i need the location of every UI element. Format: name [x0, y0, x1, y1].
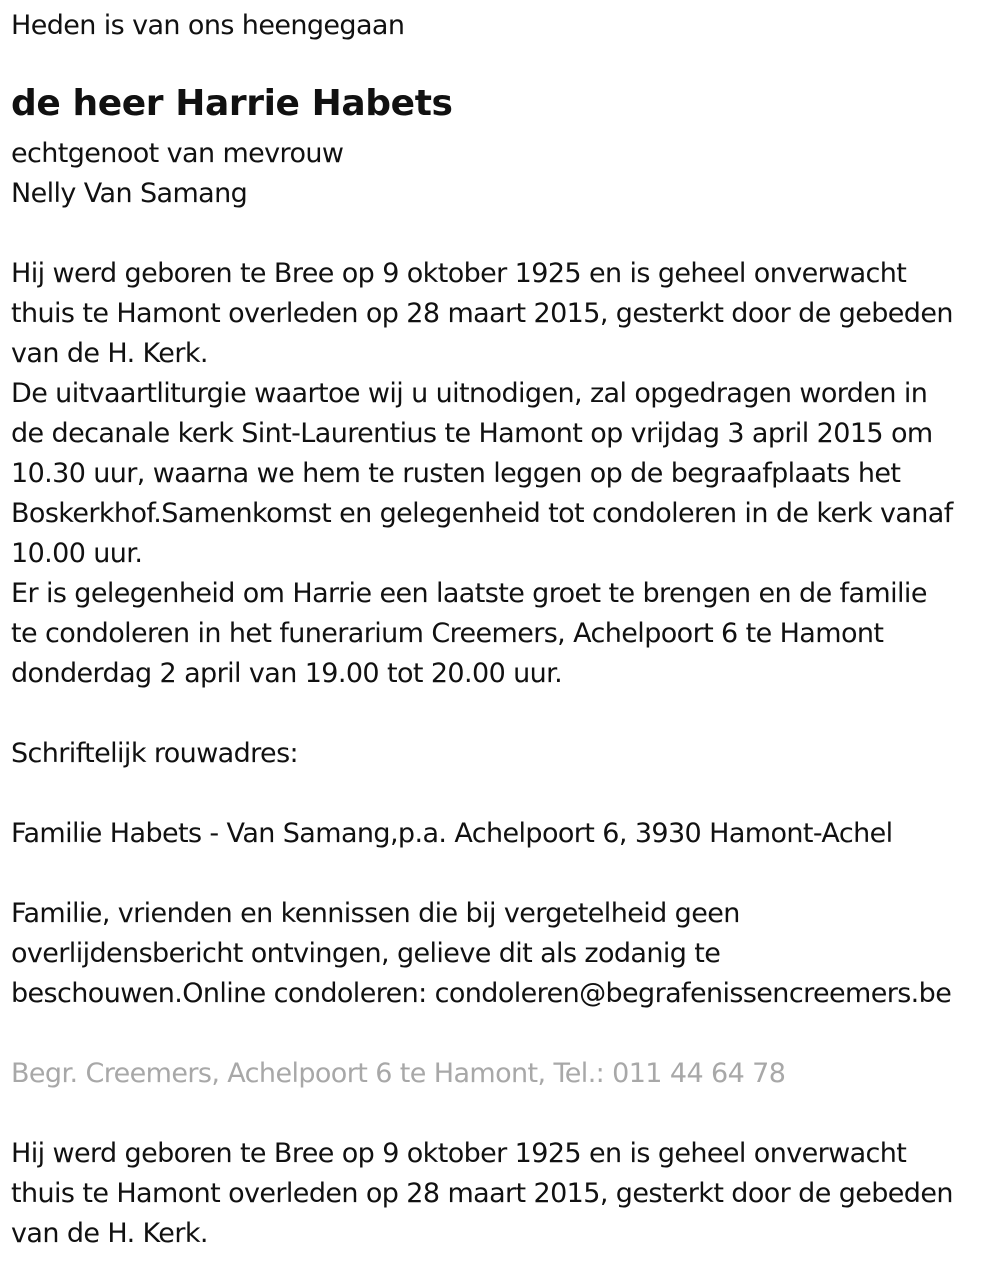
spouse-line: Nelly Van Samang	[11, 178, 248, 209]
paragraph-line: de decanale kerk Sint-Laurentius te Hamont op vrijdag 3 april 2015 om	[11, 418, 933, 449]
paragraph-line: 10.30 uur, waarna we hem te rusten leggen op de begraafplaats het	[11, 458, 901, 489]
paragraph-line: Er is gelegenheid om Harrie een laatste groet te brengen en de familie	[11, 578, 927, 609]
notice-line: overlijdensbericht ontvingen, gelieve dit als zodanig te	[11, 938, 721, 969]
paragraph-line: te condoleren in het funerarium Creemers, Achelpoort 6 te Hamont	[11, 618, 884, 649]
spouse-line: echtgenoot van mevrouw	[11, 138, 344, 169]
deceased-name: de heer Harrie Habets	[11, 83, 453, 124]
paragraph-line: De uitvaartliturgie waartoe wij u uitnodigen, zal opgedragen worden in	[11, 378, 928, 409]
paragraph-line: thuis te Hamont overleden op 28 maart 2015, gesterkt door de gebeden	[11, 298, 953, 329]
paragraph-line: Boskerkhof.Samenkomst en gelegenheid tot condoleren in de kerk vanaf	[11, 498, 953, 529]
mourning-address: Familie Habets - Van Samang,p.a. Achelpoort 6, 3930 Hamont-Achel	[11, 818, 893, 849]
paragraph-line: Hij werd geboren te Bree op 9 oktober 1925 en is geheel onverwacht	[11, 258, 907, 289]
paragraph-line: Hij werd geboren te Bree op 9 oktober 1925 en is geheel onverwacht	[11, 1138, 907, 1169]
paragraph-line: 10.00 uur.	[11, 538, 143, 569]
address-label: Schriftelijk rouwadres:	[11, 738, 299, 769]
paragraph-line: van de H. Kerk.	[11, 1218, 208, 1249]
paragraph-line: donderdag 2 april van 19.00 tot 20.00 uur.	[11, 658, 563, 689]
funeral-home-info: Begr. Creemers, Achelpoort 6 te Hamont, Tel.: 011 44 64 78	[11, 1058, 786, 1089]
notice-line: beschouwen.Online condoleren: condoleren@begrafenissencreemers.be	[11, 978, 952, 1009]
intro-text: Heden is van ons heengegaan	[11, 10, 405, 41]
notice-line: Familie, vrienden en kennissen die bij vergetelheid geen	[11, 898, 740, 929]
paragraph-line: thuis te Hamont overleden op 28 maart 2015, gesterkt door de gebeden	[11, 1178, 953, 1209]
paragraph-line: van de H. Kerk.	[11, 338, 208, 369]
